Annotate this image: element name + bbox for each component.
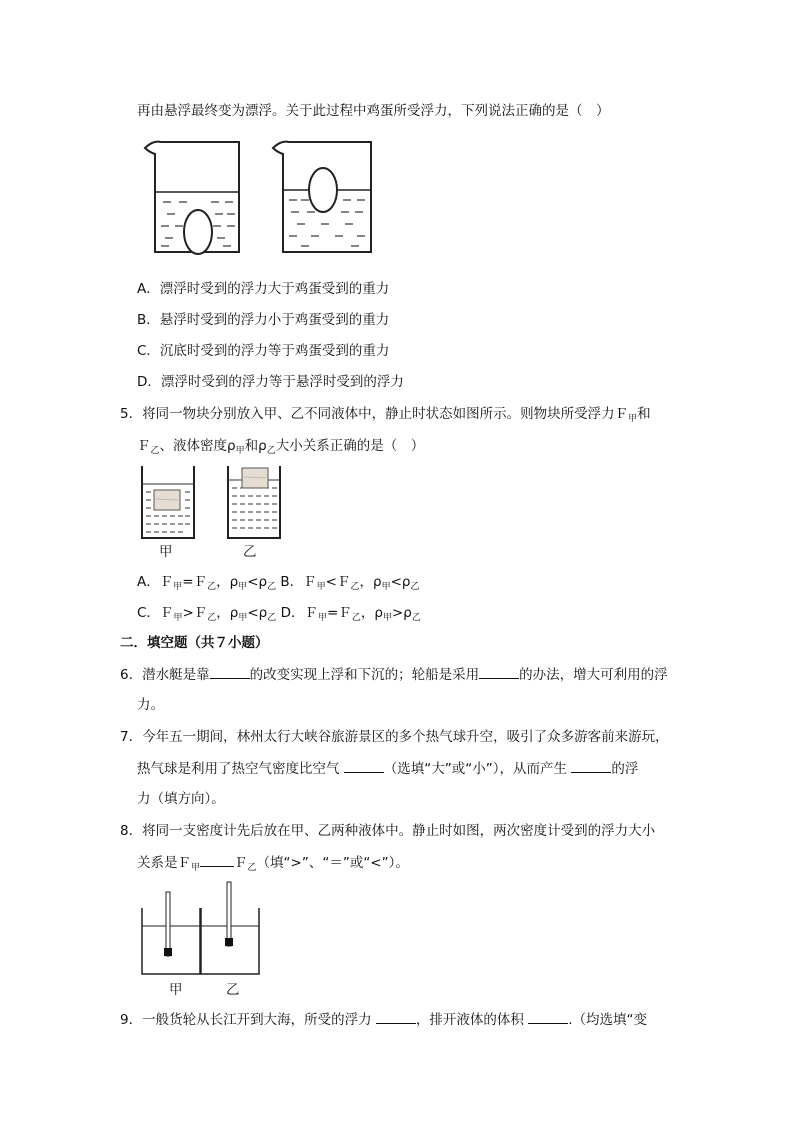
q5-container-right bbox=[228, 466, 280, 538]
q8-hydrometer-right bbox=[227, 882, 231, 946]
q4-option-a: A．漂浮时受到的浮力大于鸡蛋受到的重力 bbox=[137, 281, 390, 297]
q5-text-line2: Ｆ$_乙$、液体密度$\rho_甲$和$\rho_乙$大小关系正确的是（ ） bbox=[137, 438, 425, 456]
q9-blank-1[interactable] bbox=[376, 1009, 416, 1024]
q5-text-line1: 5．将同一物块分别放入甲、乙不同液体中，静止时状态如图所示。则物块所受浮力Ｆ$_甲$和 bbox=[120, 406, 651, 424]
q8-blank[interactable] bbox=[200, 852, 234, 867]
q5-label-jia: 甲 bbox=[159, 544, 173, 560]
q4-option-b: B．悬浮时受到的浮力小于鸡蛋受到的重力 bbox=[137, 312, 390, 328]
q6-blank-2[interactable] bbox=[479, 664, 519, 679]
q9-text-line1: 9．一般货轮从长江开到大海，所受的浮力 ，排开液体的体积 .（均选填“变 bbox=[120, 1009, 647, 1030]
q6-blank-1[interactable] bbox=[210, 664, 250, 679]
q7-text-line3: 力（填方向）。 bbox=[137, 791, 225, 807]
q5-options-row2 bbox=[137, 603, 421, 625]
q4-egg-floating bbox=[309, 168, 337, 212]
q8-label-jia: 甲 bbox=[169, 982, 183, 998]
q8-text-line1: 8．将同一支密度计先后放在甲、乙两种液体中。静止时如图，两次密度计受到的浮力大小 bbox=[120, 823, 656, 839]
section-2-title: 二．填空题（共７小题） bbox=[120, 635, 269, 651]
q8-text-line2: 关系是Ｆ$_甲$ Ｆ$_乙$（填“>”、“＝”或“<”）。 bbox=[137, 852, 409, 875]
q5-option-b: B．Ｆ$_甲$<Ｆ$_乙$，$\rho_甲<\rho_乙$ bbox=[280, 574, 420, 592]
q5-option-d: D．Ｆ$_甲$=Ｆ$_乙$，$\rho_甲>\rho_乙$ bbox=[280, 605, 421, 623]
q5-label-yi: 乙 bbox=[243, 544, 257, 560]
q5-options-row1 bbox=[137, 572, 420, 594]
q7-blank-1[interactable] bbox=[344, 758, 384, 773]
q7-text-line1: 7．今年五一期间，林州太行大峡谷旅游景区的多个热气球升空，吸引了众多游客前来游玩， bbox=[120, 729, 669, 745]
q4-option-d: D．漂浮时受到的浮力等于悬浮时受到的浮力 bbox=[137, 374, 404, 390]
q4-beakers-figure bbox=[143, 140, 403, 260]
q9-blank-2[interactable] bbox=[528, 1009, 568, 1024]
q6-text-line2: 力。 bbox=[137, 697, 164, 713]
q5-container-left bbox=[142, 466, 194, 538]
q8-container-right bbox=[201, 882, 259, 974]
q7-text-line2: 热气球是利用了热空气密度比空气 （选填“大”或“小”），从而产生 的浮 bbox=[137, 758, 638, 779]
q4-beaker-left bbox=[145, 142, 239, 254]
q8-hydrometer-left bbox=[166, 892, 170, 956]
q6-text-line1: 6．潜水艇是靠 的改变实现上浮和下沉的；轮船是采用 的办法，增大可利用的浮 bbox=[120, 664, 668, 685]
q5-containers-figure bbox=[140, 466, 300, 546]
q8-hydrometer-figure bbox=[141, 880, 271, 980]
q5-option-a: A．Ｆ$_甲$=Ｆ$_乙$，$\rho_甲<\rho_乙$ bbox=[137, 574, 277, 592]
q8-label-yi: 乙 bbox=[226, 982, 240, 998]
q4-beaker-right bbox=[273, 142, 371, 252]
q4-option-c: C．沉底时受到的浮力等于鸡蛋受到的重力 bbox=[137, 343, 390, 359]
q8-container-left bbox=[142, 892, 200, 974]
q7-blank-2[interactable] bbox=[571, 758, 611, 773]
q5-option-c: C．Ｆ$_甲$>Ｆ$_乙$，$\rho_甲<\rho_乙$ bbox=[137, 605, 277, 623]
q4-intro-text: 再由悬浮最终变为漂浮。关于此过程中鸡蛋所受浮力，下列说法正确的是（ ） bbox=[137, 103, 610, 119]
q4-egg-sunk bbox=[184, 210, 212, 254]
